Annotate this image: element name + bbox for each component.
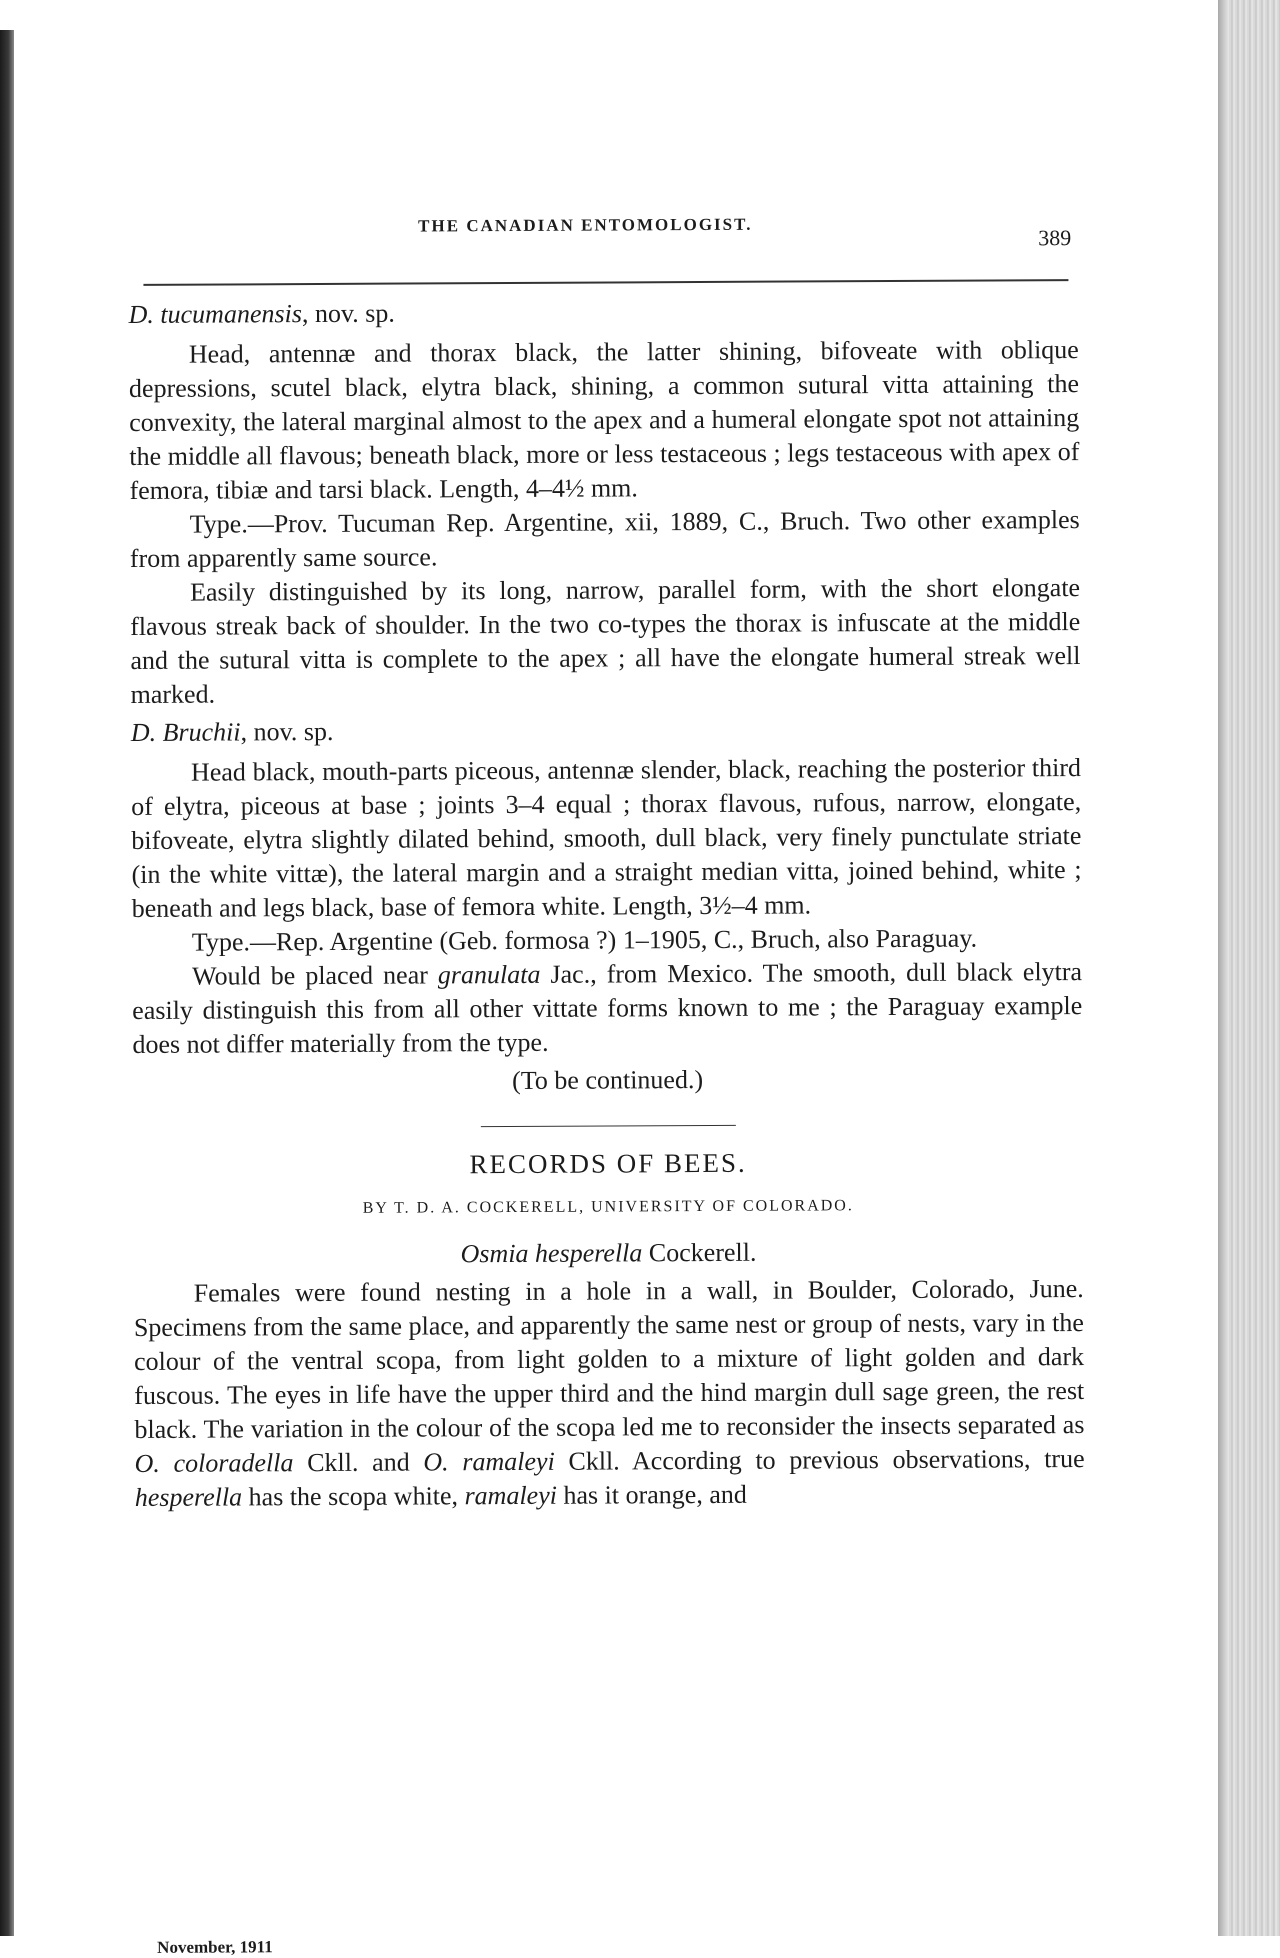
running-title: THE CANADIAN ENTOMOLOGIST. [418, 214, 753, 236]
italic-species: hesperella [134, 1482, 243, 1512]
paragraph-text: has it orange, and [556, 1479, 747, 1510]
article-paragraph [134, 1272, 1085, 1515]
page [128, 195, 1085, 1957]
italic-species: O. ramaleyi [423, 1446, 555, 1477]
species-suffix: , nov. sp. [301, 298, 395, 329]
footer-date: November, 1911 [157, 1937, 273, 1957]
species-heading-tucumanensis [129, 293, 1079, 332]
remarks-paragraph [132, 955, 1083, 1062]
description-paragraph: Head, antennæ and thorax black, the latter shining, bifoveate with oblique depressions, scutel black, elytra black, shining, a common sutural vitta attaining the convexity, the lateral marginal almost to the apex and a humeral elongate spot not attaining the middle all flavous; beneath black, more or less testaceous ; legs testaceous with apex of femora, tibiæ and tarsi black. Length, 4–4½ mm. [128, 335, 1080, 505]
article-byline: BY T. D. A. COCKERELL, UNIVERSITY OF COLORADO. [362, 1197, 854, 1217]
remarks-text: Jac., from Mexico. The smooth, dull black elytra easily distinguish this from all other vittate forms known to me ; the Paraguay example does not differ materially from the type. [132, 957, 1083, 1059]
species-name: D. Bruchii [130, 717, 241, 747]
header-rule [143, 279, 1068, 286]
subheading-species: Osmia hesperella [460, 1238, 643, 1269]
species-name: D. tucumanensis [128, 299, 303, 329]
section-divider [480, 1125, 735, 1127]
remarks-paragraph: Easily distinguished by its long, narrow, parallel form, with the short elongate flavous streak back of shoulder. In the two co-types the thorax is infuscate at the middle and the sutural vitta is complete to the apex ; all have the elongate humeral streak well marked. [130, 573, 1081, 709]
paragraph-text: Females were found nesting in a hole in a wall, in Boulder, Colorado, June. Specimens from the same place, and apparently the same nest or group of nests, vary in the colour of the ventral scopa, from light golden to a mixture of light golden and dark fuscous. The eyes in life have the upper third and the hind margin dull sage green, the rest black. The variation in the colour of the scopa led me to reconsider the insects separated as [133, 1274, 1085, 1444]
page-edge-left [0, 30, 14, 1936]
subheading-author: Cockerell. [642, 1237, 757, 1268]
italic-species: ramaleyi [464, 1480, 558, 1511]
type-paragraph: Type.—Prov. Tucuman Rep. Argentine, xii, 1889, C., Bruch. Two other examples from apparently same source. [129, 505, 1080, 573]
page-body [129, 293, 1085, 1515]
italic-species: O. coloradella [134, 1448, 294, 1478]
species-heading-bruchii [131, 711, 1081, 750]
type-paragraph: Type.—Rep. Argentine (Geb. formosa ?) 1–1905, C., Bruch, also Paraguay. [191, 923, 978, 957]
page-number: 389 [1038, 225, 1072, 251]
running-head [128, 195, 1078, 254]
paragraph-text: Ckll. and [293, 1447, 424, 1478]
italic-species: granulata [437, 959, 541, 990]
paragraph-text: Ckll. According to previous observations, true [554, 1444, 1085, 1476]
article-subheading [133, 1234, 1083, 1273]
description-paragraph: Head black, mouth-parts piceous, antennæ slender, black, reaching the posterior third of elytra, piceous at base ; joints 3–4 equal ; thorax flavous, rufous, narrow, elongate, bifoveate, elytra slightly dilated behind, smooth, dull black, very finely punctulate striate (in the white vittæ), the lateral margin and a straight median vitta, joined behind, white ; beneath and legs black, base of femora white. Length, 3½–4 mm. [131, 753, 1082, 923]
paragraph-text: has the scopa white, [242, 1481, 465, 1512]
page-edge-right [1218, 0, 1280, 1936]
remarks-text: Would be placed near [191, 960, 438, 991]
continued-note: (To be continued.) [512, 1065, 704, 1096]
article-title: RECORDS OF BEES. [469, 1147, 747, 1180]
species-suffix: , nov. sp. [240, 716, 334, 747]
